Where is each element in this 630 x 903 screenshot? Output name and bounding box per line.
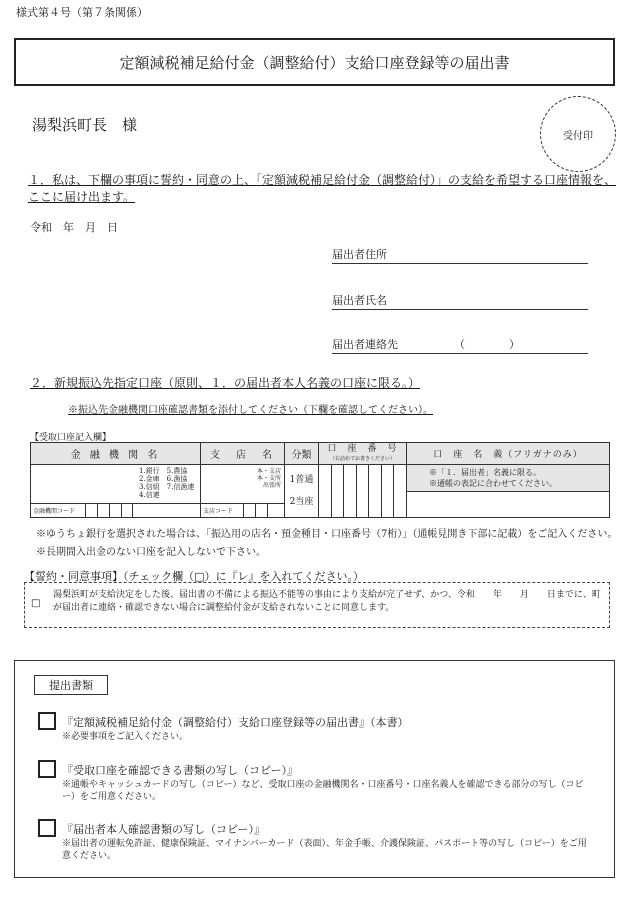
account-number-boxes[interactable]	[319, 465, 406, 517]
bank-code-boxes[interactable]	[85, 503, 133, 517]
docs-title: 提出書類	[34, 675, 108, 695]
pledge-text: 湯梨浜町が支給決定をした後、届出書の不備による振込不能等の事由により支給が完了せず、かつ、令和 年 月 日までに、町が届出者に連絡・確認できない場合に調整給付金が支給されないことに同意します。	[53, 590, 601, 613]
doc1-checkbox[interactable]	[38, 712, 56, 730]
category-ordinary[interactable]: 1普通	[289, 475, 314, 485]
branch-code-label: 支店コード	[203, 508, 234, 515]
bank-type-1: 1.銀行 5.農協	[139, 467, 188, 475]
doc2-title: 『受取口座を確認できる書類の写し（コピー）』	[62, 764, 299, 777]
contact-label: 届出者連絡先	[332, 338, 398, 351]
doc1-title: 『定額減税補足給付金（調整給付）支給口座登録等の届出書』（本書）	[62, 716, 409, 729]
addressee: 湯梨浜町長 様	[32, 116, 138, 134]
account-name-note-2: ※通帳の表記に合わせてください。	[429, 479, 557, 488]
account-number-header	[319, 443, 407, 465]
branch-type-1: 本・支店	[256, 468, 281, 475]
bank-type-3: 3.信組 7.信漁連	[139, 483, 195, 491]
bank-type-list	[31, 465, 200, 499]
pledge-checkbox[interactable]: □	[31, 598, 41, 609]
table-notes	[36, 526, 617, 562]
doc3-checkbox[interactable]	[38, 819, 56, 837]
branch-type-list	[201, 465, 284, 489]
bank-name-cell[interactable]	[31, 465, 201, 518]
bank-account-table	[30, 442, 610, 518]
account-name-notes	[407, 465, 609, 492]
date-line[interactable]: 令和 年 月 日	[30, 221, 118, 234]
bank-type-4: 4.信連	[139, 491, 160, 499]
bank-header: 金 融 機 関 名	[31, 443, 201, 465]
contact-field[interactable]	[332, 332, 588, 354]
doc3-title: 『届出者本人確認書類の写し（コピー）』	[62, 823, 266, 836]
pledge-heading: 【誓約・同意事項】（チェック欄（□）に『レ』を入れてください。）	[24, 570, 365, 583]
pledge-box	[24, 582, 610, 628]
branch-type-3: 出張所	[262, 482, 281, 489]
reception-stamp-area	[540, 96, 616, 172]
branch-type-2: 本・支所	[256, 475, 281, 482]
section1-declaration: １．私は、下欄の事項に誓約・同意の上、「定額減税補足給付金（調整給付）」の支給を希望する口座情報を、ここに届け出ます。	[28, 173, 617, 204]
account-name-cell[interactable]	[407, 465, 610, 518]
branch-header: 支 店 名	[201, 443, 285, 465]
branch-name-cell[interactable]	[201, 465, 285, 518]
category-current[interactable]: 2当座	[289, 497, 314, 507]
name-label: 届出者氏名	[332, 294, 387, 307]
category-header: 分類	[285, 443, 319, 465]
bank-code-label: 金融機関コード	[33, 508, 76, 515]
bank-type-2: 2.金庫 6.漁協	[139, 475, 188, 483]
account-number-sub: （右詰めでお書きください）	[329, 455, 395, 462]
address-label: 届出者住所	[332, 248, 387, 261]
account-name-note-1: ※「１．届出者」名義に限る。	[429, 468, 541, 477]
table-label: 【受取口座記入欄】	[30, 433, 112, 443]
category-cell[interactable]	[285, 465, 319, 518]
account-number-title: 口 座 番 号	[327, 443, 398, 454]
branch-code-boxes[interactable]	[243, 503, 279, 517]
table-note-1: ※ゆうちょ銀行を選択された場合は、「振込用の店名・預金種目・口座番号（7桁）」（通帳見開き下部に記載）をご記入ください。	[36, 529, 618, 540]
section2-heading: ２．新規振込先指定口座（原則、１．の届出者本人名義の口座に限る。）	[30, 376, 421, 390]
doc2-note: ※通帳やキャッシュカードの写し（コピー）など、受取口座の金融機関名・口座番号・口座名義人を確認できる部分の写し（コピー）をご用意ください。	[62, 780, 584, 802]
table-note-2: ※長期間入出金のない口座を記入しないで下さい。	[36, 547, 266, 558]
form-number: 様式第４号（第７条関係）	[16, 6, 148, 19]
doc3-note: ※届出者の運転免許証、健康保険証、マイナンバーカード（表面）、年金手帳、介護保険証、パスポート等の写し（コピー）をご用意ください。	[62, 839, 587, 861]
contact-parens: （ ）	[454, 338, 520, 351]
account-name-header: 口 座 名 義（フリガナのみ）	[407, 443, 610, 465]
form-title: 定額減税補足給付金（調整給付）支給口座登録等の届出書	[14, 38, 615, 86]
address-field[interactable]	[332, 242, 588, 264]
account-number-cell[interactable]	[319, 465, 407, 518]
doc2-checkbox[interactable]	[38, 760, 56, 778]
attach-note: ※振込先金融機関口座確認書類を添付してください（下欄を確認してください）。	[68, 405, 433, 416]
doc1-note: ※必要事項をご記入ください。	[62, 732, 189, 742]
stamp-label: 受付印	[563, 130, 593, 142]
name-field[interactable]	[332, 288, 588, 310]
